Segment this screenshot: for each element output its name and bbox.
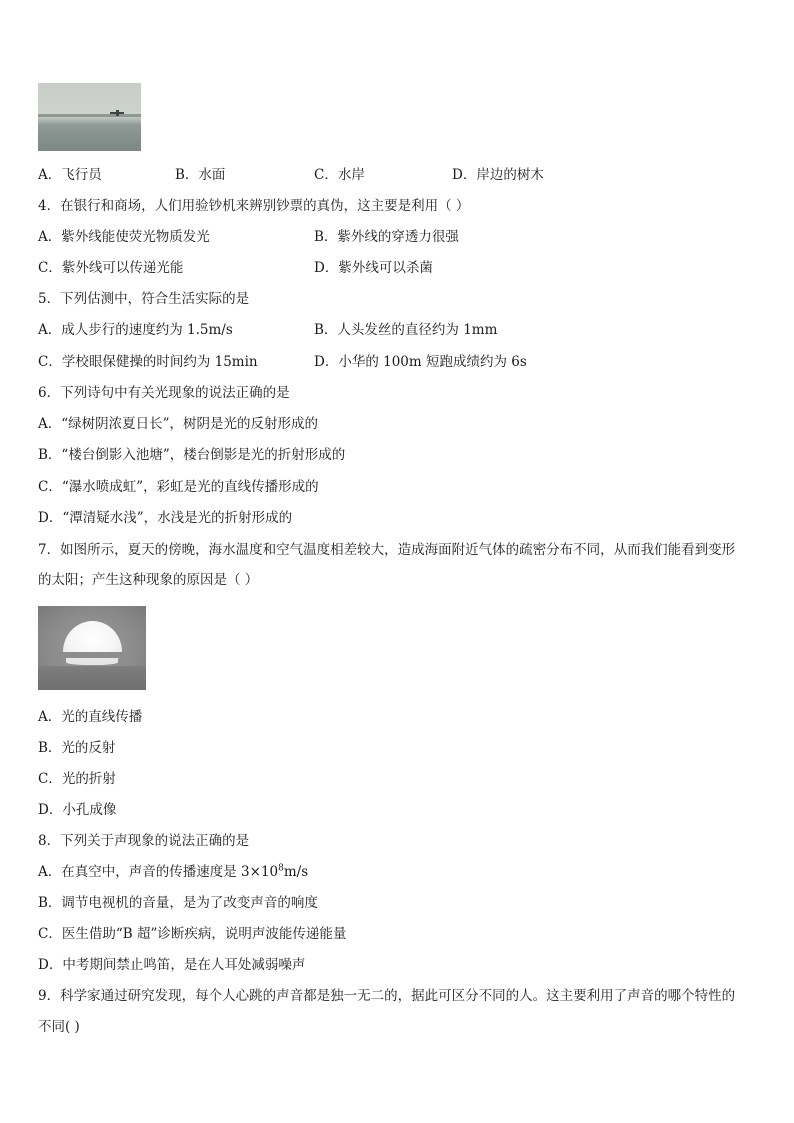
q8-option-b: B．调节电视机的音量，是为了改变声音的响度: [38, 895, 318, 911]
q8-option-a-text: A．在真空中，声音的传播速度是 3×10: [38, 864, 279, 880]
q3-option-b: B．水面: [175, 167, 226, 183]
q5-option-a: A．成人步行的速度约为 1.5m/s: [38, 322, 233, 338]
q9-stem-line1: 9．科学家通过研究发现，每个人心跳的声音都是独一无二的，据此可区分不同的人。这主要利用了声音的哪个特性的: [38, 988, 736, 1004]
shoreline: [38, 114, 141, 117]
q7-option-b: B．光的反射: [38, 740, 116, 756]
sun-lower-segment: [66, 658, 118, 665]
q4-option-c: C．紫外线可以传递光能: [38, 260, 184, 276]
distorted-sun-image: [38, 606, 146, 690]
q5-option-b: B．人头发丝的直径约为 1mm: [314, 322, 498, 338]
q6-option-d: D．“潭清疑水浅”，水浅是光的折射形成的: [38, 510, 293, 526]
q6-option-b: B．“楼台倒影入池塘”，楼台倒影是光的折射形成的: [38, 447, 346, 463]
q3-option-c: C．水岸: [314, 167, 365, 183]
q8-stem: 8．下列关于声现象的说法正确的是: [38, 833, 250, 849]
q9-stem-line2: 不同( ): [38, 1019, 80, 1035]
q3-option-d: D．岸边的树木: [452, 167, 544, 183]
q6-stem: 6．下列诗句中有关光现象的说法正确的是: [38, 385, 290, 401]
q7-option-a: A．光的直线传播: [38, 709, 143, 725]
q5-option-d: D．小华的 100m 短跑成绩约为 6s: [314, 354, 527, 370]
airplane-over-water-image: [38, 83, 141, 151]
sea-surface: [38, 666, 146, 690]
q4-stem: 4．在银行和商场，人们用验钞机来辨别钞票的真伪，这主要是利用（ ）: [38, 198, 470, 214]
q5-option-c: C．学校眼保健操的时间约为 15min: [38, 354, 258, 370]
q7-stem-line1: 7．如图所示，夏天的傍晚，海水温度和空气温度相差较大，造成海面附近气体的疏密分布不同，从而我们能看到变形: [38, 542, 736, 558]
airplane-wing: [116, 110, 119, 116]
q8-option-a-exponent: 8: [278, 863, 284, 874]
q7-option-c: C．光的折射: [38, 771, 116, 787]
q5-stem: 5．下列估测中，符合生活实际的是: [38, 291, 250, 307]
q6-option-c: C．“瀑水喷成虹”，彩虹是光的直线传播形成的: [38, 479, 319, 495]
q4-option-d: D．紫外线可以杀菌: [314, 260, 433, 276]
q7-stem-line2: 的太阳；产生这种现象的原因是（ ）: [38, 572, 259, 588]
q8-option-a: [38, 863, 308, 881]
q8-option-c: C．医生借助“B 超”诊断疾病，说明声波能传递能量: [38, 926, 347, 942]
q6-option-a: A．“绿树阴浓夏日长”，树阴是光的反射形成的: [38, 416, 319, 432]
q4-option-b: B．紫外线的穿透力很强: [314, 229, 459, 245]
q8-option-d: D．中考期间禁止鸣笛，是在人耳处减弱噪声: [38, 957, 306, 973]
q8-option-a-unit: m/s: [283, 864, 309, 880]
q7-option-d: D．小孔成像: [38, 802, 117, 818]
q4-option-a: A．紫外线能使荧光物质发光: [38, 229, 210, 245]
q3-option-a: A．飞行员: [38, 167, 102, 183]
